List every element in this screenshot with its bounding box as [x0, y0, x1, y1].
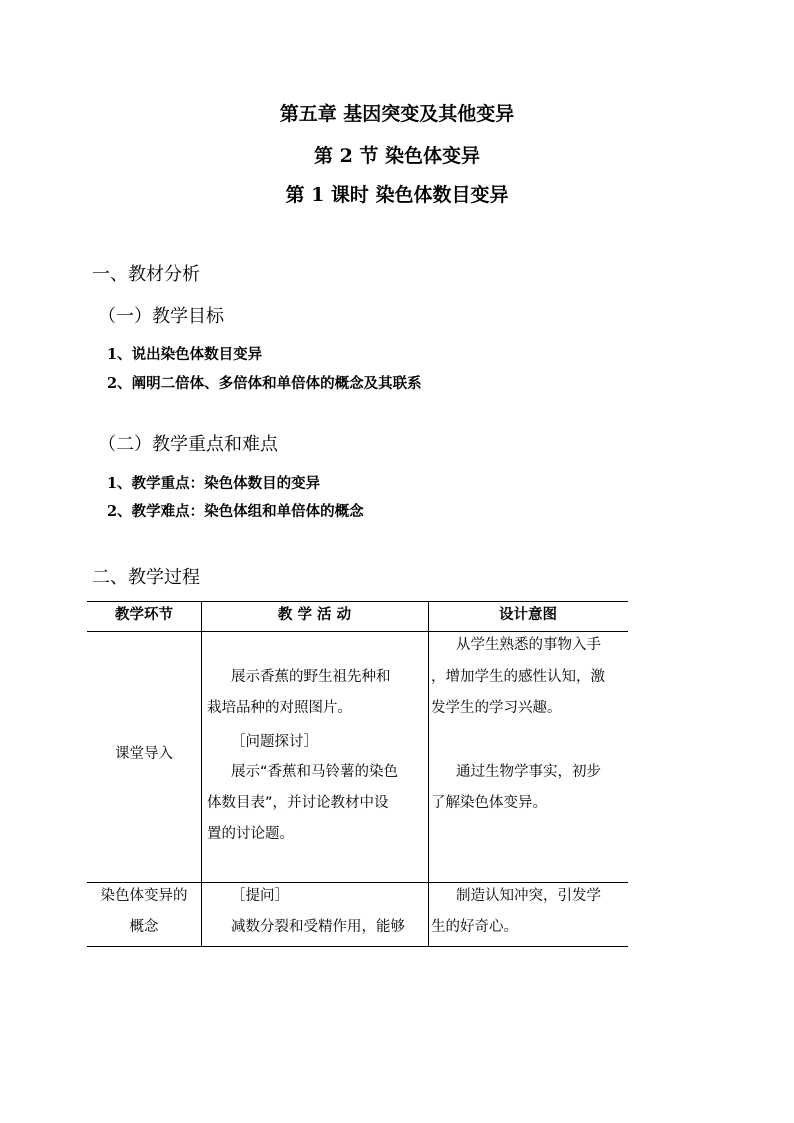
table-rule-header: [87, 631, 628, 632]
keypoints-heading: （二）教学重点和难点: [98, 434, 278, 455]
goals-heading: （一）教学目标: [98, 306, 224, 327]
teaching-process-table: [87, 601, 628, 947]
row1-intent-line: 了解染色体变异。: [431, 795, 547, 811]
table-rule-row1: [87, 882, 628, 883]
lesson-title: 第 1 课时 染色体数目变异: [285, 184, 509, 206]
part2-heading: 二、教学过程: [92, 567, 200, 588]
table-rule-top: [87, 601, 628, 602]
part1-heading: 一、教材分析: [92, 264, 200, 285]
keypoint-item-2: 2、教学难点：染色体组和单倍体的概念: [107, 503, 364, 520]
row1-intent-line: 通过生物学事实，初步: [456, 764, 601, 780]
row1-intent-line: 发学生的学习兴趣。: [431, 700, 562, 716]
table-rule-bottom: [87, 946, 628, 947]
section-title: 第 2 节 染色体变异: [313, 145, 481, 167]
row1-intent-line: ，增加学生的感性认知，激: [431, 669, 605, 685]
row1-activity-line: ［问题探讨］: [231, 734, 318, 750]
row1-activity-line: 展示“香蕉和马铃薯的染色: [231, 764, 399, 780]
row1-activity-line: 栽培品种的对照图片。: [207, 700, 352, 716]
row2-stage-line: 概念: [129, 919, 159, 935]
goal-item-2: 2、阐明二倍体、多倍体和单倍体的概念及其联系: [107, 375, 422, 392]
row1-stage: 课堂导入: [115, 746, 173, 762]
row2-intent-line: 生的好奇心。: [431, 919, 518, 935]
table-header-intent: 设计意图: [499, 606, 557, 623]
row2-activity-line: ［提问］: [231, 888, 289, 904]
row1-activity-line: 展示香蕉的野生祖先种和: [231, 669, 391, 685]
row1-activity-line: 体数目表”，并讨论教材中设: [207, 795, 389, 811]
table-header-activity: 教 学 活 动: [277, 606, 352, 623]
table-col-divider-2: [428, 601, 429, 947]
row2-activity-line: 减数分裂和受精作用，能够: [231, 919, 405, 935]
row1-intent-line: 从学生熟悉的事物入手: [456, 637, 601, 653]
chapter-title: 第五章 基因突变及其他变异: [279, 103, 515, 125]
row1-activity-line: 置的讨论题。: [207, 826, 294, 842]
row2-intent-line: 制造认知冲突，引发学: [456, 888, 601, 904]
keypoint-item-1: 1、教学重点：染色体数目的变异: [107, 475, 321, 492]
table-header-stage: 教学环节: [115, 606, 173, 623]
row2-stage-line: 染色体变异的: [100, 888, 188, 904]
goal-item-1: 1、说出染色体数目变异: [107, 346, 263, 363]
table-col-divider-1: [201, 601, 202, 947]
